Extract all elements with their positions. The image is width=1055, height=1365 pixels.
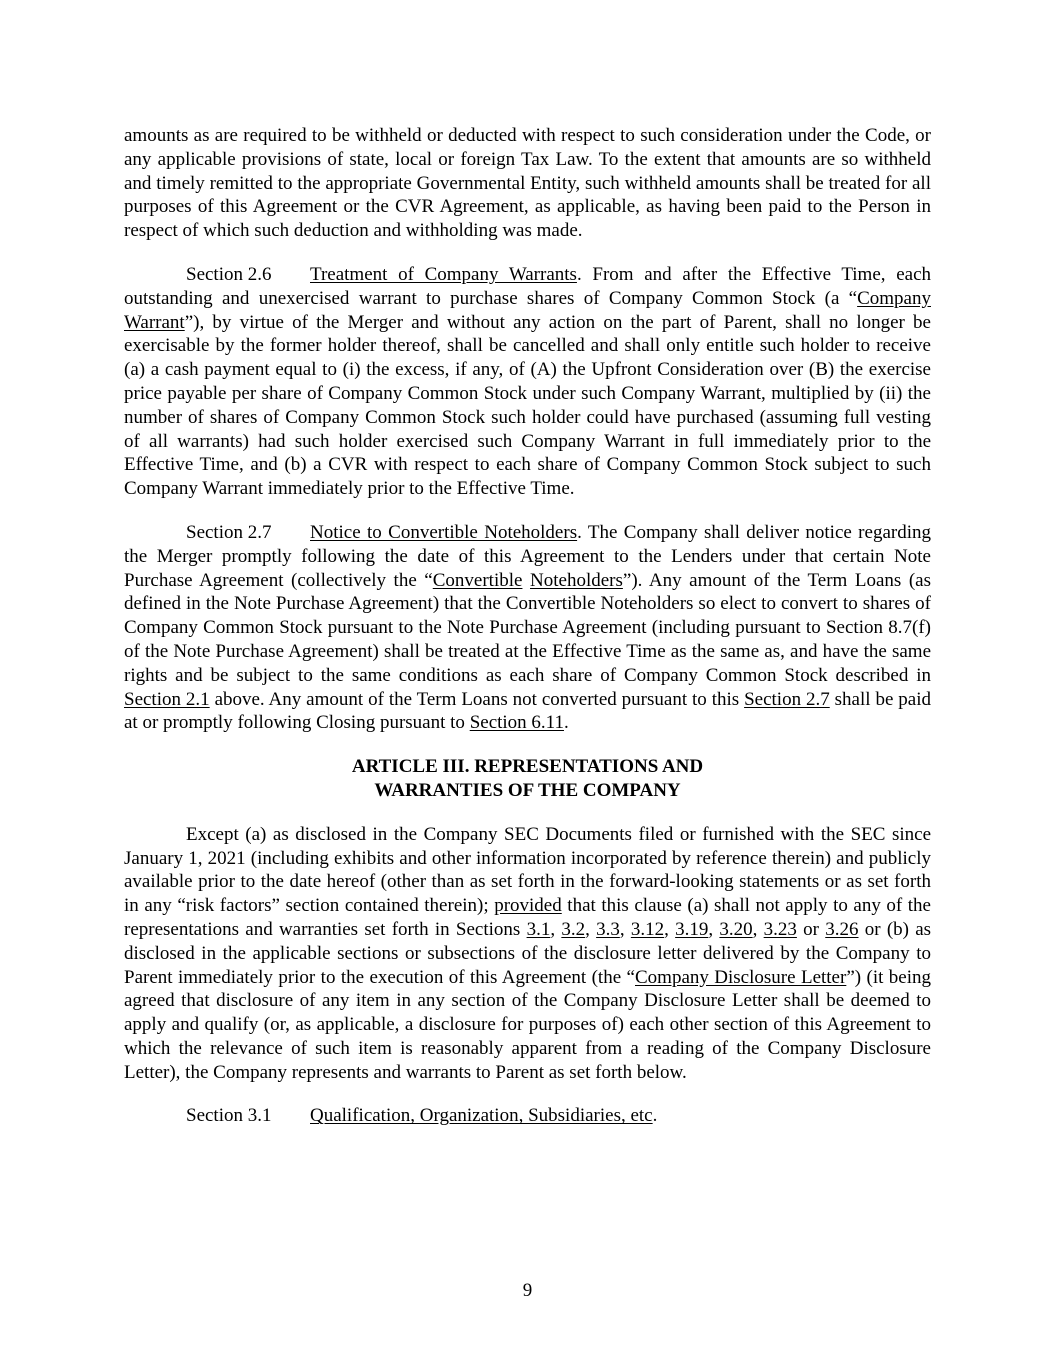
section-reference: Section 2.1: [124, 688, 210, 710]
section-3-1: Section 3.1 Qualification, Organization, Subsidiaries, etc.: [186, 1105, 658, 1127]
section-reference: 3.2: [561, 918, 586, 940]
document-page: [124, 124, 931, 1128]
paragraph-withholding: amounts as are required to be withheld or deducted with respect to such consideration under the Code, or any applicable provisions of state, local or foreign Tax Law. To the extent that amounts are so withheld and timely remitted to the appropriate Governmental Entity, such withheld amounts shall be treated for all purposes of this Agreement or the CVR Agreement, as applicable, as having been paid to the Person in respect of which such deduction and withholding was made.: [124, 125, 931, 242]
section-reference: Section 2.7: [744, 688, 830, 710]
section-2-6: Section 2.6 Treatment of Company Warrants. From and after the Effective Time, each outstanding and unexercised warrant to purchase shares of Company Common Stock (a “Company Warrant”), by virtue of the Merger and without any action on the part of Parent, shall no longer be exercisable by the former holder thereof, shall be cancelled and shall only entitle such holder to receive (a) a cash payment equal to (i) the excess, if any, of (A) the Upfront Consideration over (B) the exercise price payable per share of Company Common Stock under such Company Warrant, multiplied by (ii) the number of shares of Company Common Stock such holder could have purchased (assuming full vesting of all warrants) had such holder exercised such Company Warrant in full immediately prior to the Effective Time, and (b) a CVR with respect to each share of Company Common Stock subject to such Company Warrant immediately prior to the Effective Time.: [124, 263, 932, 500]
defined-term: Company Disclosure Letter: [635, 966, 847, 988]
article-intro-paragraph: Except (a) as disclosed in the Company SEC Documents filed or furnished with the SEC since January 1, 2021 (including exhibits and other information incorporated by reference therein) and publicly available prior to the date hereof (other than as set forth in the forward-looking statements or as set forth in any “risk factors” section contained therein); provided that this clause (a) shall not apply to any of the representations and warranties set forth in Sections 3.1, 3.2, 3.3, 3.12, 3.19, 3.20, 3.23 or 3.26 or (b) as disclosed in the applicable sections or subsections of the disclosure letter delivered by the Company to Parent immediately prior to the execution of this Agreement (the “Company Disclosure Letter”) (it being agreed that disclosure of any item in any section of the Company Disclosure Letter shall be deemed to apply and qualify (or, as applicable, a disclosure for purposes of) each other section of this Agreement to which the relevance of such item is reasonably apparent from a reading of the Company Disclosure Letter), the Company represents and warrants to Parent as set forth below.: [124, 823, 932, 1083]
section-number: Section 2.6: [186, 263, 272, 285]
defined-term: provided: [494, 895, 562, 917]
section-reference: 3.19: [675, 918, 709, 940]
section-reference: 3.12: [630, 918, 665, 940]
section-2-7: Section 2.7 Notice to Convertible Noteholders. The Company shall deliver notice regarding the Merger promptly following the date of this Agreement to the Lenders under that certain Note Purchase Agreement (collectively the “Convertible Noteholders”). Any amount of the Term Loans (as defined in the Note Purchase Agreement) that the Convertible Noteholders so elect to convert to shares of Company Common Stock pursuant to the Note Purchase Agreement (including pursuant to Section 8.7(f) of the Note Purchase Agreement) shall be treated at the Effective Time as the same as, and have the same rights and be subject to the same conditions as each share of Company Common Stock described in Section 2.1 above. Any amount of the Term Loans not converted pursuant to this Section 2.7 shall be paid at or promptly following Closing pursuant to Section 6.11.: [124, 521, 932, 734]
section-title: Qualification, Organization, Subsidiaries, etc: [310, 1105, 653, 1127]
section-reference: Section 6.11: [469, 712, 564, 734]
section-title: Notice to Convertible Noteholders: [310, 521, 578, 543]
section-reference: 3.20: [719, 918, 753, 940]
defined-term: Convertible: [432, 569, 523, 591]
defined-term: Company Warrant: [124, 287, 931, 333]
section-reference: 3.1: [526, 918, 551, 940]
article-heading: ARTICLE III. REPRESENTATIONS AND WARRANTIES OF THE COMPANY: [351, 756, 704, 801]
section-reference: 3.23: [763, 918, 797, 940]
section-title: Treatment of Company Warrants: [310, 263, 577, 285]
section-number: Section 2.7: [186, 521, 272, 543]
section-number: Section 3.1: [186, 1105, 272, 1127]
section-reference: 3.3: [596, 918, 620, 940]
section-reference: 3.26: [825, 918, 859, 940]
defined-term: Noteholders: [530, 569, 623, 591]
page-number: 9: [522, 1280, 533, 1301]
